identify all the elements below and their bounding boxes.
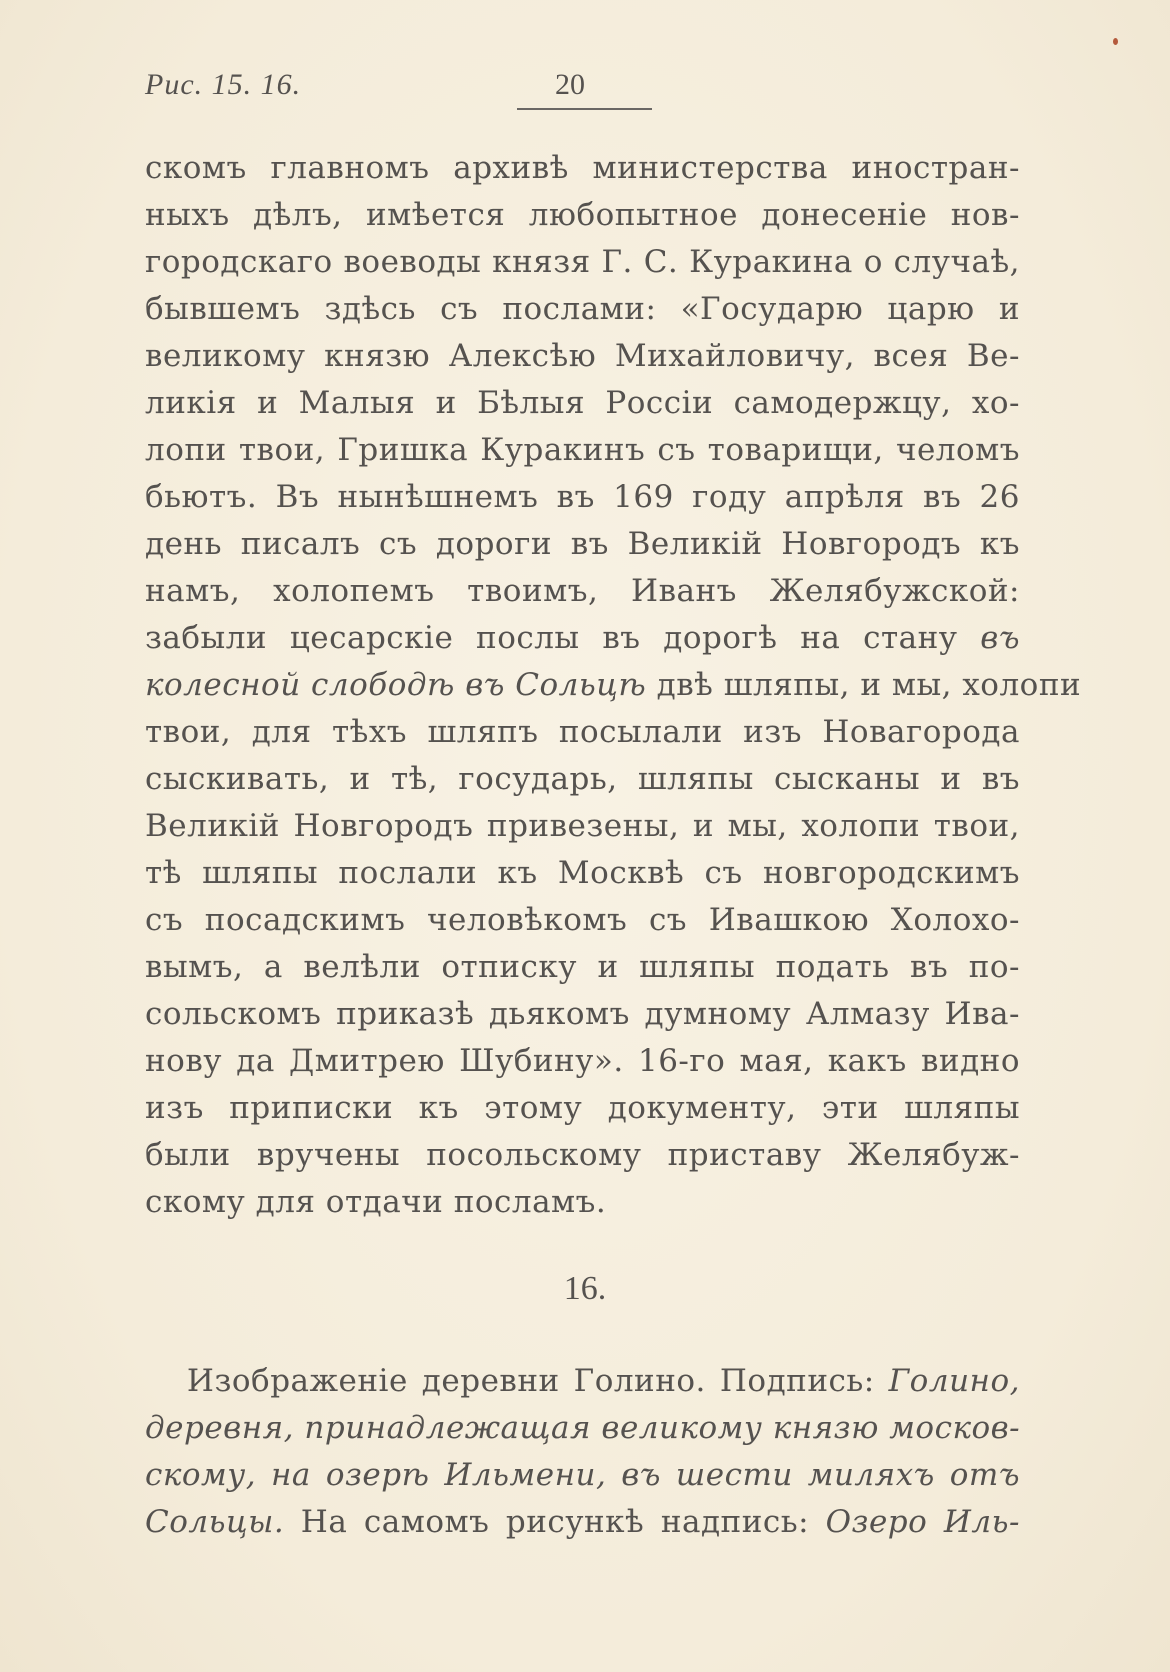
italic-run: Озеро Иль-	[825, 1504, 1020, 1540]
italic-run: Сольцы.	[145, 1504, 285, 1540]
text-line	[145, 620, 1020, 656]
text-run: забыли цесарскіе послы въ дорогѣ на стану	[145, 620, 981, 656]
text-line: ныхъ дѣлъ, имѣется любопытное донесеніе нов-	[145, 197, 1020, 233]
text-run: Изображеніе деревни Голино. Подпись:	[145, 1363, 889, 1399]
header-rule	[517, 108, 652, 110]
text-line: лопи твои, Гришка Куракинъ съ товарищи, челомъ	[145, 432, 1020, 468]
section-number: 16.	[563, 1270, 607, 1307]
italic-run: въ	[980, 620, 1020, 656]
text-line: сольскомъ приказѣ дьякомъ думному Алмазу Ива-	[145, 996, 1020, 1032]
text-line: нову да Дмитрею Шубину». 16-го мая, какъ видно	[145, 1043, 1020, 1079]
text-line	[145, 1457, 1020, 1493]
text-line	[145, 1410, 1020, 1446]
text-line: великому князю Алексѣю Михайловичу, всея Ве-	[145, 338, 1020, 374]
text-line: бывшемъ здѣсь съ послами: «Государю царю и	[145, 291, 1020, 327]
italic-run: Голино,	[888, 1363, 1020, 1399]
page-number: 20	[555, 68, 585, 101]
text-run: двѣ шляпы, и мы, холопи	[646, 667, 1082, 703]
text-line: городскаго воеводы князя Г. С. Куракина о случаѣ,	[145, 244, 1020, 280]
text-line: были вручены посольскому приставу Желябуж-	[145, 1137, 1020, 1173]
text-line: ликія и Малыя и Бѣлыя Россіи самодержцу, хо-	[145, 385, 1020, 421]
text-line	[145, 1504, 1020, 1540]
text-line: бьютъ. Въ нынѣшнемъ въ 169 году апрѣля въ 26	[145, 479, 1020, 515]
text-line: тѣ шляпы послали къ Москвѣ съ новгородскимъ	[145, 855, 1020, 891]
text-line	[145, 667, 1082, 703]
text-line: намъ, холопемъ твоимъ, Иванъ Желябужской:	[145, 573, 1020, 609]
text-run: На самомъ рисункѣ надпись:	[284, 1504, 826, 1540]
text-line	[145, 1363, 1020, 1399]
text-line: твои, для тѣхъ шляпъ посылали изъ Новагорода	[145, 714, 1020, 750]
text-line: вымъ, а велѣли отписку и шляпы подать въ по-	[145, 949, 1020, 985]
paper-speck	[1113, 38, 1118, 45]
text-line: скомъ главномъ архивѣ министерства иностран-	[145, 150, 1020, 186]
italic-run: деревня, принадлежащая великому князю москов-	[145, 1410, 1021, 1446]
text-line: съ посадскимъ человѣкомъ съ Ивашкою Холохо-	[145, 902, 1020, 938]
italic-run: колесной слободѣ въ Сольцѣ	[145, 667, 647, 703]
running-head: Рис. 15. 16.	[145, 68, 302, 101]
text-line: Великій Новгородъ привезены, и мы, холопи твои,	[145, 808, 1020, 844]
text-line: скому для отдачи посламъ.	[145, 1184, 607, 1220]
text-line: сыскивать, и тѣ, государь, шляпы сысканы и въ	[145, 761, 1020, 797]
text-line: изъ приписки къ этому документу, эти шляпы	[145, 1090, 1020, 1126]
page-header	[145, 68, 1020, 116]
italic-run: скому, на озерѣ Ильмени, въ шести миляхъ отъ	[145, 1457, 1020, 1493]
text-line: день писалъ съ дороги въ Великій Новгородъ къ	[145, 526, 1020, 562]
